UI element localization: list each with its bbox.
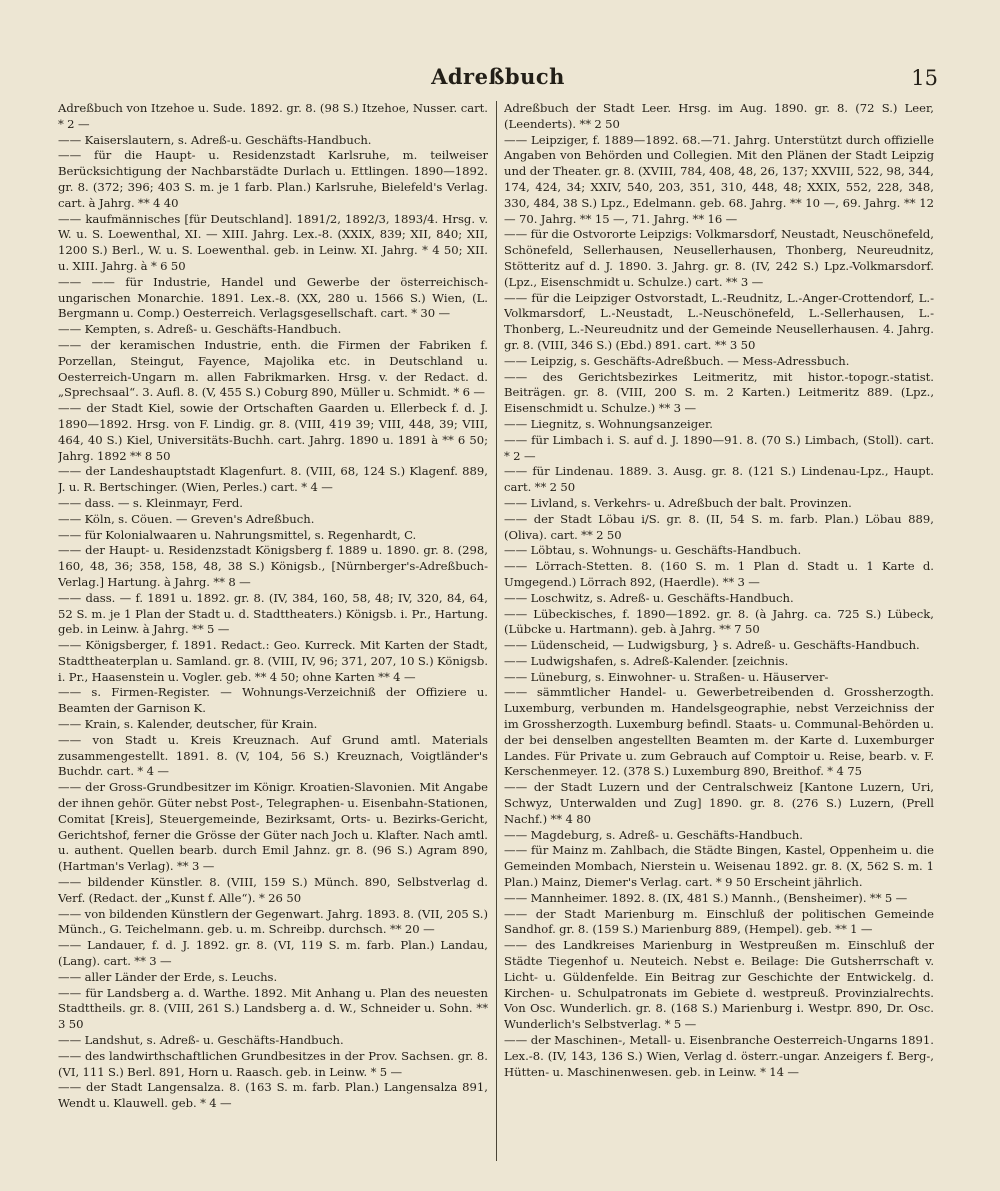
entry-marienburg-stadt: —— der Stadt Marienburg m. Einschluß der politischen Gemeinde Sandhof. gr. 8. (159 S.) Marienburg 889, (Hempel). geb. ** 1 — xyxy=(504,906,934,937)
entry-kempten: —— Kempten, s. Adreß- u. Geschäfts-Handbuch. xyxy=(58,322,342,337)
entry-leitmeritz: —— des Gerichtsbezirkes Leitmeritz, mit histor.-topogr.-statist. Beiträgen. gr. 8. (VIII, 200 S. m. 2 Karten.) Leitmeritz 889. (Lpz., Eisenschmidt u. Schulze.) ** 3 — xyxy=(504,369,934,416)
column-divider xyxy=(496,101,497,1161)
entry-marienburg-landkreis: —— des Landkreises Marienburg in Westpreußen m. Einschluß der Städte Tiegenhof u. Neuteich. Nebst e. Beilage: Die Gutsherrschaft v. Licht- u. Güldenfelde. Ein Beitrag zur Geschichte der Entwickelg. d. Kirchen- u. Schulpatronats im Gebiete d. westpreuß. Provinzialrechts. Von Osc. Wunderlich. gr. 8. (168 S.) Marienburg i. Westpr. 890, Dr. Osc. Wunderlich's Selbstverlag. * 5 — xyxy=(504,938,934,1032)
entry-kaiserslautern: —— Kaiserslautern, s. Adreß-u. Geschäfts-Handbuch. xyxy=(58,132,372,147)
entry-luedenscheid-ludwigsburg: —— Lüdenscheid, — Ludwigsburg, } s. Adreß- u. Geschäfts-Handbuch. xyxy=(504,638,920,653)
entry-liegnitz: —— Liegnitz, s. Wohnungsanzeiger. xyxy=(504,416,713,431)
entry-kiel: —— der Stadt Kiel, sowie der Ortschaften Gaarden u. Ellerbeck f. d. J. 1890—1892. Hrsg. von F. Lindig. gr. 8. (VIII, 419 39; VIII, 448, 39; VIII, 464, 40 S.) Kiel, Universitäts-Buchh. cart. Jahrg. 1890 u. 1891 à ** 6 50; Jahrg. 1892 ** 8 50 xyxy=(58,401,488,463)
entry-mainz: —— für Mainz m. Zahlbach, die Städte Bingen, Kastel, Oppenheim u. die Gemeinden Mombach, Nierstein u. Weisenau 1892. gr. 8. (X, 562 S. m. 1 Plan.) Mainz, Diemer's Verlag. cart. * 9 50 Erscheint jährlich. xyxy=(504,843,934,890)
entry-magdeburg: —— Magdeburg, s. Adreß- u. Geschäfts-Handbuch. xyxy=(504,827,803,842)
entry-landshut: —— Landshut, s. Adreß- u. Geschäfts-Handbuch. xyxy=(58,1033,344,1048)
entry-leipzig-geschaefts: —— Leipzig, s. Geschäfts-Adreßbuch. — Mess-Adressbuch. xyxy=(504,353,850,368)
entry-lindenau: —— für Lindenau. 1889. 3. Ausg. gr. 8. (121 S.) Lindenau-Lpz., Haupt. cart. ** 2 50 xyxy=(504,464,934,495)
entry-loschwitz: —— Loschwitz, s. Adreß- u. Geschäfts-Handbuch. xyxy=(504,590,794,605)
entry-loerrach-stetten: —— Lörrach-Stetten. 8. (160 S. m. 1 Plan d. Stadt u. 1 Karte d. Umgegend.) Lörrach 892, (Haerdle). ** 3 — xyxy=(504,559,934,589)
right-column xyxy=(504,101,934,1161)
entry-koeln: —— Köln, s. Cöuen. — Greven's Adreßbuch. xyxy=(58,511,315,526)
page-number: 15 xyxy=(911,66,938,90)
entry-mannheimer: —— Mannheimer. 1892. 8. (IX, 481 S.) Mannh., (Bensheimer). ** 5 — xyxy=(504,890,908,905)
entry-koenigsberg-1891: —— dass. — f. 1891 u. 1892. gr. 8. (IV, 384, 160, 58, 48; IV, 320, 84, 64, 52 S. m. je 1 Plan der Stadt u. d. Stadttheaters.) Königsb. i. Pr., Hartung. geb. in Leinw. à Jahrg. ** 5 — xyxy=(58,590,488,637)
entry-bildender-kuenstler: —— bildender Künstler. 8. (VIII, 159 S.) Münch. 890, Selbstverlag d. Verf. (Redact. der „Kunst f. Alle“). * 26 50 xyxy=(58,875,488,905)
entry-firmen-register: —— s. Firmen-Register. — Wohnungs-Verzeichniß der Offiziere u. Beamten der Garnison K. xyxy=(58,685,488,716)
entry-kolonialwaaren: —— für Kolonialwaaren u. Nahrungsmittel, s. Regenhardt, C. xyxy=(58,527,417,542)
entry-limbach: —— für Limbach i. S. auf d. J. 1890—91. 8. (70 S.) Limbach, (Stoll). cart. * 2 — xyxy=(504,432,934,463)
entry-luebeckisches: —— Lübeckisches, f. 1890—1892. gr. 8. (à Jahrg. ca. 725 S.) Lübeck, (Lübcke u. Hartmann). geb. à Jahrg. ** 7 50 xyxy=(504,606,934,637)
entry-maschinen-metall: —— der Maschinen-, Metall- u. Eisenbranche Oesterreich-Ungarns 1891. Lex.-8. (IV, 143, 136 S.) Wien, Verlag d. österr.-ungar. Anzeigers f. Berg-, Hütten- u. Maschinenwesen. geb. in Leinw. * 14 — xyxy=(504,1033,934,1079)
entry-karlsruhe: —— für die Haupt- u. Residenzstadt Karlsruhe, m. teilweiser Berücksichtigung der Nachbarstädte Durlach u. Ettlingen. 1890—1892. gr. 8. (372; 396; 403 S. m. je 1 farb. Plan.) Karlsruhe, Bielefeld's Verlag. cart. à Jahrg. ** 4 40 xyxy=(58,148,488,210)
entry-livland: —— Livland, s. Verkehrs- u. Adreßbuch der balt. Provinzen. xyxy=(504,495,852,510)
two-column-body xyxy=(58,101,934,1161)
entry-lueneburg: —— Lüneburg, s. Einwohner- u. Straßen- u. Häuserver- xyxy=(504,669,829,684)
entry-langensalza: —— der Stadt Langensalza. 8. (163 S. m. farb. Plan.) Langensalza 891, Wendt u. Klauwell. geb. * 4 — xyxy=(58,1080,488,1111)
entry-kroatien-slavonien: —— der Gross-Grundbesitzer im Königr. Kroatien-Slavonien. Mit Angabe der ihnen gehör. Güter nebst Post-, Telegraphen- u. Eisenbahn-Stationen, Comitat [Kreis], Steuergemeinde, Bezirksamt, Orts- u. Bezirks-Gericht, Gerichtshof, ferner die Grösse der Güter nach Joch u. Klafter. Nach amtl. u. authent. Quellen bearb. durch Emil Jahnz. gr. 8. (96 S.) Agram 890, (Hartman's Verlag). ** 3 — xyxy=(58,780,488,874)
entry-landwirthschaft-sachsen: —— des landwirthschaftlichen Grundbesitzes in der Prov. Sachsen. gr. 8. (VI, 111 S.) Berl. 891, Horn u. Raasch. geb. in Leinw. * 5 — xyxy=(58,1048,488,1079)
entry-keramische-industrie: —— der keramischen Industrie, enth. die Firmen der Fabriken f. Porzellan, Steingut, Fayence, Majolika etc. in Deutschland u. Oesterreich-Ungarn m. allen Fabrikmarken. Hrsg. v. der Redact. d. „Sprechsaal“. 3. Aufl. 8. (V, 455 S.) Coburg 890, Müller u. Schmidt. * 6 — xyxy=(58,337,488,400)
entry-krain: —— Krain, s. Kalender, deutscher, für Krain. xyxy=(58,717,318,732)
entry-luxemburg: —— sämmtlicher Handel- u. Gewerbetreibenden d. Grossherzogth. Luxemburg, verbunden m. Handelsgeographie, nebst Verzeichniss der im Grossherzogth. Luxemburg befindl. Staats- u. Communal-Behörden u. der bei denselben angestellten Beamten m. der Karte d. Luxemburger Landes. Für Private u. zum Gebrauch auf Comptoir u. Reise, bearb. v. F. Kerschenmeyer. 12. (378 S.) Luxemburg 890, Breithof. * 4 75 xyxy=(504,685,934,779)
entry-leipziger-ostvorstadt: —— für die Leipziger Ostvorstadt, L.-Reudnitz, L.-Anger-Crottendorf, L.-Volkmarsdorf, L.-Neustadt, L.-Neuschönefeld, L.-Sellerhausen, L.-Thonberg, L.-Neureudnitz und der Gemeinde Neusellerhausen. 4. Jahrg. gr. 8. (VIII, 346 S.) (Ebd.) 891. cart. ** 3 50 xyxy=(504,290,934,352)
entry-koenigsberg-1889: —— der Haupt- u. Residenzstadt Königsberg f. 1889 u. 1890. gr. 8. (298, 160, 48, 36; 358, 158, 48, 38 S.) Königsb., [Nürnberger's-Adreßbuch-Verlag.] Hartung. à Jahrg. ** 8 — xyxy=(58,543,488,589)
left-column xyxy=(58,101,488,1161)
entry-ludwigshafen: —— Ludwigshafen, s. Adreß-Kalender. [zeichnis. xyxy=(504,653,789,668)
entry-koenigsberger: —— Königsberger, f. 1891. Redact.: Geo. Kurreck. Mit Karten der Stadt, Stadttheaterplan u. Samland. gr. 8. (VIII, IV, 96; 371, 207, 10 S.) Königsb. i. Pr., Haasenstein u. Vogler. geb. ** 4 50; ohne Karten ** 4 — xyxy=(58,638,488,684)
entry-klagenfurt: —— der Landeshauptstadt Klagenfurt. 8. (VIII, 68, 124 S.) Klagenf. 889, J. u. R. Bertschinger. (Wien, Perles.) cart. * 4 — xyxy=(58,464,488,495)
running-title: Adreßbuch xyxy=(431,64,565,89)
page-header xyxy=(58,64,938,94)
entry-leipziger: —— Leipziger, f. 1889—1892. 68.—71. Jahrg. Unterstützt durch offizielle Angaben von Behörden und Collegien. Mit den Plänen der Stadt Leipzig und der Theater. gr. 8. (XVIII, 784, 408, 48, 26, 137; XXVIII, 522, 98, 344, 174, 424, 34; XXIV, 540, 203, 351, 310, 448, 48; XXIX, 552, 228, 348, 330, 484, 38 S.) Lpz., Edelmann. geb. 68. Jahrg. ** 10 —, 69. Jahrg. ** 12 — 70. Jahrg. ** 15 —, 71. Jahrg. ** 16 — xyxy=(504,132,934,226)
entry-luzern: —— der Stadt Luzern und der Centralschweiz [Kantone Luzern, Uri, Schwyz, Unterwalden und Zug] 1890. gr. 8. (276 S.) Luzern, (Prell Nachf.) ** 4 80 xyxy=(504,780,934,826)
entry-leer: Adreßbuch der Stadt Leer. Hrsg. im Aug. 1890. gr. 8. (72 S.) Leer, (Leenderts). ** 2 50 xyxy=(504,101,934,131)
entry-landauer: —— Landauer, f. d. J. 1892. gr. 8. (VI, 119 S. m. farb. Plan.) Landau, (Lang). cart. ** 3 — xyxy=(58,938,488,969)
entry-laender-der-erde: —— aller Länder der Erde, s. Leuchs. xyxy=(58,969,278,984)
entry-loebau: —— der Stadt Löbau i/S. gr. 8. (II, 54 S. m. farb. Plan.) Löbau 889, (Oliva). cart. ** 2 50 xyxy=(504,511,934,542)
entry-landsberg: —— für Landsberg a. d. Warthe. 1892. Mit Anhang u. Plan des neuesten Stadttheils. gr. 8. (VIII, 261 S.) Landsberg a. d. W., Schneider u. Sohn. ** 3 50 xyxy=(58,985,488,1032)
entry-kleinmayr: —— dass. — s. Kleinmayr, Ferd. xyxy=(58,495,243,510)
entry-ostvororte-leipzigs: —— für die Ostvororte Leipzigs: Volkmarsdorf, Neustadt, Neuschönefeld, Schönefeld, Sellerhausen, Neusellerhausen, Thonberg, Neureudnitz, Stötteritz auf d. J. 1890. 3. Jahrg. gr. 8. (IV, 242 S.) Lpz.-Volkmarsdorf. (Lpz., Eisenschmidt u. Schulze.) cart. ** 3 — xyxy=(504,227,934,289)
entry-loebtau: —— Löbtau, s. Wohnungs- u. Geschäfts-Handbuch. xyxy=(504,543,802,558)
entry-kaufmaennisches: —— kaufmännisches [für Deutschland]. 1891/2, 1892/3, 1893/4. Hrsg. v. W. u. S. Loewenthal, XI. — XIII. Jahrg. Lex.-8. (XXIX, 839; XII, 840; XII, 1200 S.) Berl., W. u. S. Loewenthal. geb. in Leinw. XI. Jahrg. * 4 50; XII. u. XIII. Jahrg. à * 6 50 xyxy=(58,211,488,273)
entry-itzehoe: Adreßbuch von Itzehoe u. Sude. 1892. gr. 8. (98 S.) Itzehoe, Nusser. cart. * 2 — xyxy=(58,101,488,131)
entry-kuenstler-gegenwart: —— von bildenden Künstlern der Gegenwart. Jahrg. 1893. 8. (VII, 205 S.) Münch., G. Teichelmann. geb. u. m. Schreibp. durchsch. ** 20 — xyxy=(58,906,488,937)
entry-industrie-oesterreich: —— —— für Industrie, Handel und Gewerbe der österreichisch-ungarischen Monarchie. 1891. Lex.-8. (XX, 280 u. 1566 S.) Wien, (L. Bergmann u. Comp.) Oesterreich. Verlagsgesellschaft. cart. * 30 — xyxy=(58,274,488,321)
entry-kreuznach: —— von Stadt u. Kreis Kreuznach. Auf Grund amtl. Materials zusammengestellt. 1891. 8. (V, 104, 56 S.) Kreuznach, Voigtländer's Buchdr. cart. * 4 — xyxy=(58,732,488,779)
